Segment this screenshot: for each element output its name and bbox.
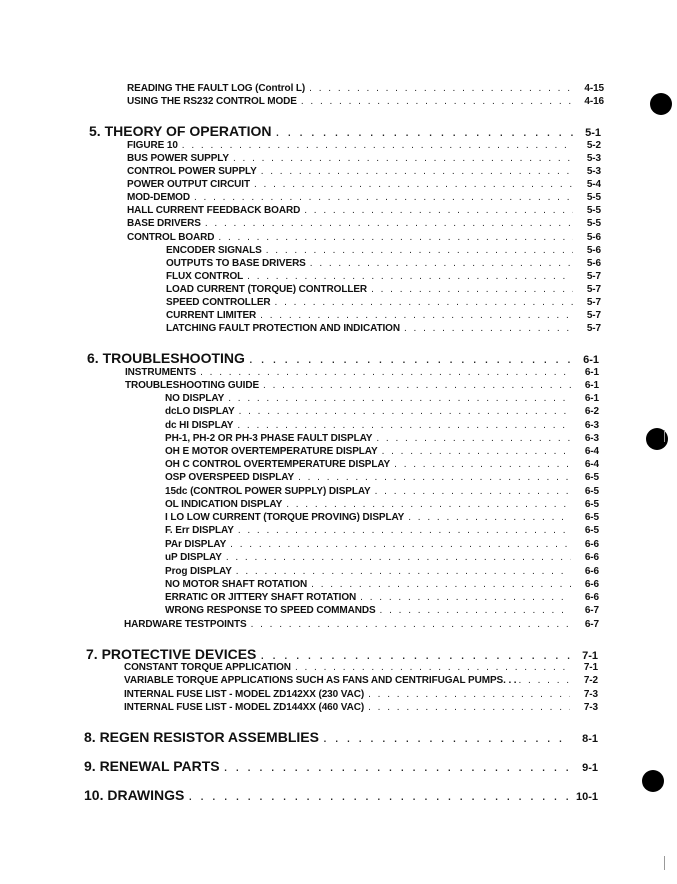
toc-entry: HARDWARE TESTPOINTS . . . 6-7: [124, 619, 599, 630]
scan-mark: [664, 430, 665, 442]
toc-section-heading: 5. THEORY OF OPERATION . . . 5-1: [89, 123, 601, 139]
toc-subentry: F. Err DISPLAY . . . 6-5: [165, 525, 599, 536]
toc-subentry: ENCODER SIGNALS . . . 5-6: [166, 245, 601, 256]
toc-subentry: NO MOTOR SHAFT ROTATION . . . 6-6: [165, 579, 599, 590]
toc-entry: VARIABLE TORQUE APPLICATIONS SUCH AS FANS AND CENTRIFUGAL PUMPS. . . . . . 7-2: [124, 675, 598, 686]
toc-subentry: OUTPUTS TO BASE DRIVERS . . . 5-6: [166, 258, 601, 269]
toc-subentry: CURRENT LIMITER . . . 5-7: [166, 310, 601, 321]
toc-entry: CONTROL POWER SUPPLY . . . 5-3: [127, 166, 601, 177]
toc-subentry: OH E MOTOR OVERTEMPERATURE DISPLAY . . . 6-4: [165, 446, 599, 457]
toc-subentry: Prog DISPLAY . . . 6-6: [165, 566, 599, 577]
toc-subentry: dcLO DISPLAY . . . 6-2: [165, 406, 599, 417]
toc-entry: TROUBLESHOOTING GUIDE . . . 6-1: [125, 380, 599, 391]
toc-subentry: NO DISPLAY . . . 6-1: [165, 393, 599, 404]
toc-subentry: FLUX CONTROL . . . 5-7: [166, 271, 601, 282]
toc-subentry: OL INDICATION DISPLAY . . . 6-5: [165, 499, 599, 510]
toc-section-heading: 10. DRAWINGS . . . 10-1: [84, 787, 598, 803]
toc-subentry: PAr DISPLAY . . . 6-6: [165, 539, 599, 550]
toc-subentry: WRONG RESPONSE TO SPEED COMMANDS . . . 6-7: [165, 605, 599, 616]
toc-section-heading: 6. TROUBLESHOOTING . . . 6-1: [87, 350, 599, 366]
toc-subentry: SPEED CONTROLLER . . . 5-7: [166, 297, 601, 308]
toc-entry: INTERNAL FUSE LIST - MODEL ZD142XX (230 VAC) . . . 7-3: [124, 689, 598, 700]
toc-subentry: dc HI DISPLAY . . . 6-3: [165, 420, 599, 431]
toc-subentry: uP DISPLAY . . . 6-6: [165, 552, 599, 563]
toc-entry: INTERNAL FUSE LIST - MODEL ZD144XX (460 VAC) . . . 7-3: [124, 702, 598, 713]
toc-subentry: I LO LOW CURRENT (TORQUE PROVING) DISPLAY . . . 6-5: [165, 512, 599, 523]
toc-subentry: PH-1, PH-2 OR PH-3 PHASE FAULT DISPLAY . . . 6-3: [165, 433, 599, 444]
toc-entry: INSTRUMENTS . . . 6-1: [125, 367, 599, 378]
toc-entry: MOD-DEMOD . . . 5-5: [127, 192, 601, 203]
toc-entry: FIGURE 10 . . . 5-2: [127, 140, 601, 151]
toc-subentry: LOAD CURRENT (TORQUE) CONTROLLER . . . 5-7: [166, 284, 601, 295]
toc-entry: CONTROL BOARD . . . 5-6: [127, 232, 601, 243]
binder-hole-bottom: [642, 770, 664, 792]
toc-entry: POWER OUTPUT CIRCUIT . . . 5-4: [127, 179, 601, 190]
toc-section-heading: 7. PROTECTIVE DEVICES . . . 7-1: [86, 646, 598, 662]
scan-mark: [664, 856, 665, 870]
toc-entry: CONSTANT TORQUE APPLICATION . . . 7-1: [124, 662, 598, 673]
toc-entry: HALL CURRENT FEEDBACK BOARD . . . 5-5: [127, 205, 601, 216]
toc-subentry: ERRATIC OR JITTERY SHAFT ROTATION . . . 6-6: [165, 592, 599, 603]
toc-subentry: OH C CONTROL OVERTEMPERATURE DISPLAY . . . 6-4: [165, 459, 599, 470]
toc-subentry: OSP OVERSPEED DISPLAY . . . 6-5: [165, 472, 599, 483]
toc-section-heading: 8. REGEN RESISTOR ASSEMBLIES . . . 8-1: [84, 729, 598, 745]
toc-section-heading: 9. RENEWAL PARTS . . . 9-1: [84, 758, 598, 774]
toc-entry: BUS POWER SUPPLY . . . 5-3: [127, 153, 601, 164]
toc-entry: READING THE FAULT LOG (Control L) . . . 4-15: [127, 83, 604, 94]
toc-entry: BASE DRIVERS . . . 5-5: [127, 218, 601, 229]
toc-entry: USING THE RS232 CONTROL MODE . . . 4-16: [127, 96, 604, 107]
toc-subentry: 15dc (CONTROL POWER SUPPLY) DISPLAY . . . 6-5: [165, 486, 599, 497]
toc-subentry: LATCHING FAULT PROTECTION AND INDICATION . . . 5-7: [166, 323, 601, 334]
binder-hole-top: [650, 93, 672, 115]
